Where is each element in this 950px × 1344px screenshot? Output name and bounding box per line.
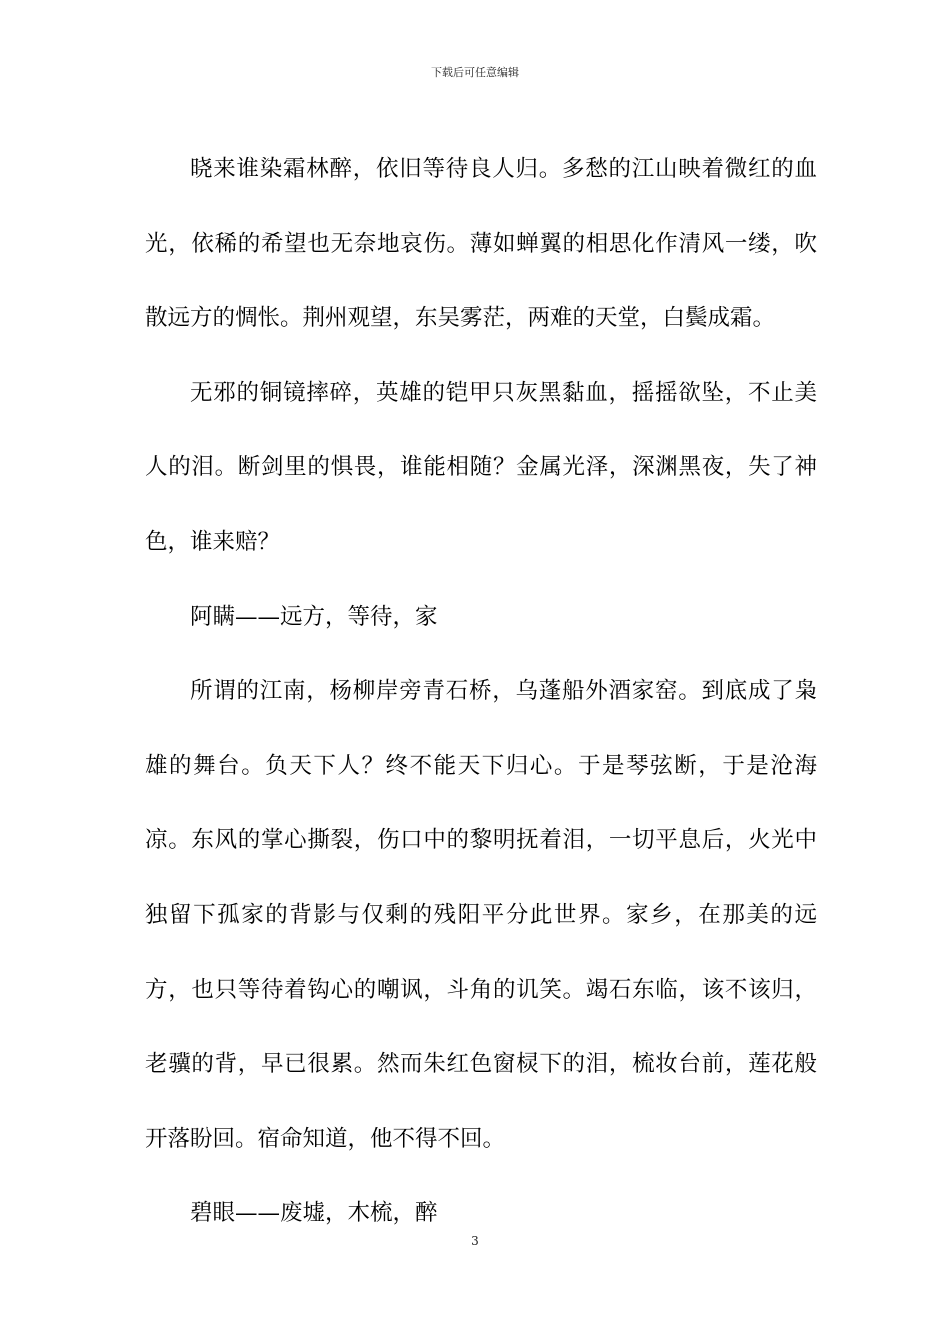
paragraph-1: 晓来谁染霜林醉，依旧等待良人归。多愁的江山映着微红的血光，依稀的希望也无奈地哀伤。薄如蝉翼的相思化作清风一缕，吹散远方的惆怅。荆州观望，东吴雾茫，两难的天堂，白鬓成霜。	[145, 156, 817, 332]
paragraph-3: 所谓的江南，杨柳岸旁青石桥，乌蓬船外酒家窑。到底成了枭雄的舞台。负天下人？终不能天下归心。于是琴弦断，于是沧海凉。东风的掌心撕裂，伤口中的黎明抚着泪，一切平息后，火光中独留下孤家的背影与仅剩的残阳平分此世界。家乡，在那美的远方，也只等待着钩心的嘲讽，斗角的讥笑。竭石东临，该不该归，老骥的背，早已很累。然而朱红色窗棂下的泪，梳妆台前，莲花般开落盼回。宿命知道，他不得不回。	[145, 678, 817, 1152]
section-heading-biyan: 碧眼——废墟，木梳，醉	[190, 1200, 438, 1227]
section-heading-ahman: 阿瞒——远方，等待，家	[190, 603, 438, 630]
page-header: 下载后可任意编辑	[431, 66, 519, 79]
document-body	[145, 132, 817, 1251]
paragraph-2: 无邪的铜镜摔碎，英雄的铠甲只灰黑黏血，摇摇欲坠，不止美人的泪。断剑里的惧畏，谁能相随？金属光泽，深渊黑夜，失了神色，谁来赔？	[145, 379, 817, 555]
page-number: 3	[471, 1234, 479, 1248]
